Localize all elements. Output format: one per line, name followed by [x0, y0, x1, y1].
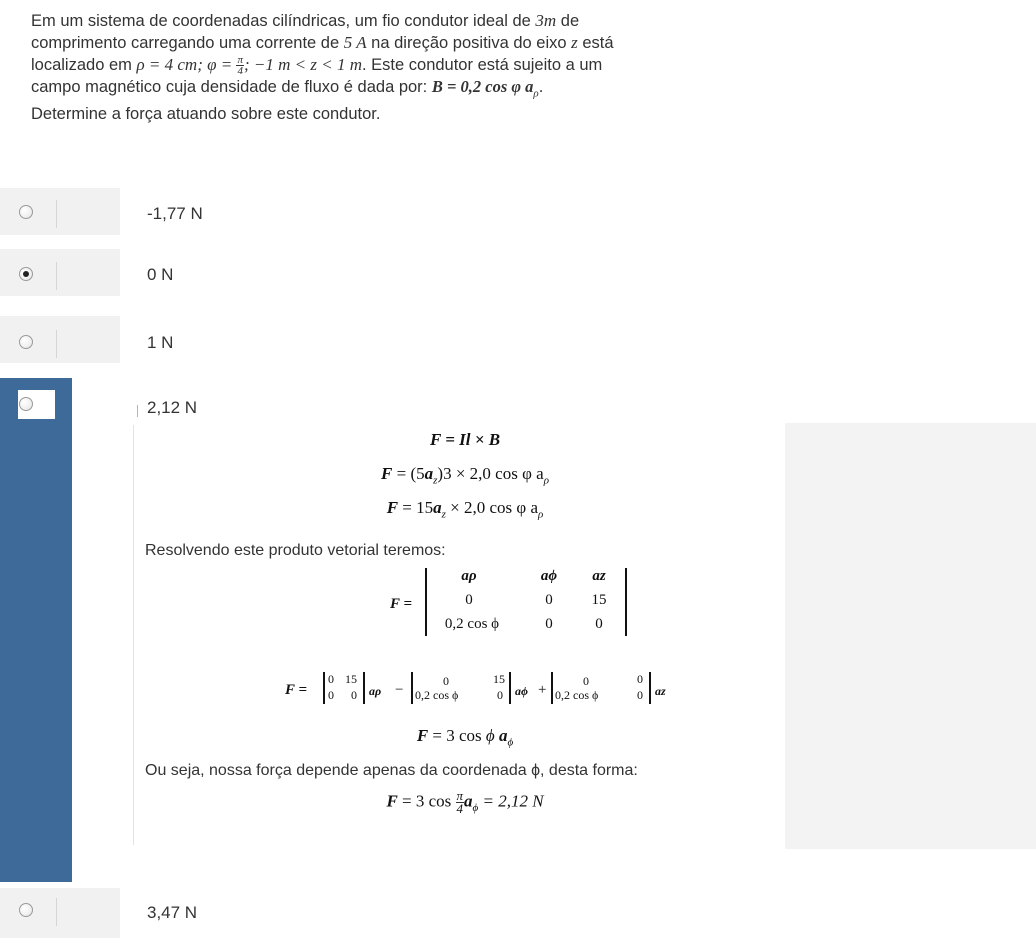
feedback-panel: [785, 423, 1036, 849]
equation-final: F = 3 cos $\frac{\pi}{4}$ $a_\phi = 2,12$ N: [386, 788, 544, 816]
option-3-radio[interactable]: [19, 335, 33, 349]
option-4-radio[interactable]: [19, 397, 33, 411]
option-1-radio-wrap[interactable]: [19, 200, 57, 228]
option-2-label[interactable]: 0 N: [147, 265, 174, 284]
equation-substitution: $F = (5a_z)3 \times 2,0$ cos φ $a_\rho$: [381, 464, 549, 487]
question-text: Em um sistema de coordenadas cilíndricas, um fio condutor ideal de 3m de comprimento carregando uma corrente de 5 A na direção positiva do eixo z está localizado em ρ = 4 cm; φ = $\frac{\pi}{4}$ ; −1 m < z < 1 m. Este condutor está sujeito a um campo magnético cuja densidade de fluxo é dada por: B = 0,2 cos φ $a_\rho$. Determine a força atuando sobre este condutor.: [31, 11, 614, 124]
option-4-label[interactable]: 2,12 N: [147, 398, 198, 417]
option-2-radio[interactable]: [19, 267, 33, 281]
option-5-radio-wrap[interactable]: [19, 898, 57, 926]
option-5-label[interactable]: 3,47 N: [147, 903, 198, 922]
option-5-radio[interactable]: [19, 903, 33, 917]
solution-divider: [133, 425, 134, 845]
option-bg: [0, 316, 120, 363]
selected-option-highlight: [0, 378, 72, 882]
cursor-tick: [137, 405, 138, 417]
option-1-label[interactable]: -1,77 N: [147, 204, 203, 223]
option-4-radio-wrap[interactable]: [19, 392, 56, 420]
cofactor-expansion: F = 0 15 0 0 aρ − 0 15 0,2 cos ϕ 0 aϕ + 0 0 0,2 cos ϕ 0 az: [285, 672, 666, 702]
solution-text-1: Resolvendo este produto vetorial teremos:: [145, 542, 446, 559]
option-2-radio-wrap[interactable]: [19, 262, 57, 290]
solution-text-2: Ou seja, nossa força depende apenas da coordenada ϕ, desta forma:: [145, 762, 638, 779]
option-bg: [0, 888, 120, 938]
equation-result: F = 3 cos ϕ $a_\phi$: [416, 726, 514, 749]
equation-product: $F = 15a_z \times 2,0$ cos φ $a_\rho$: [386, 498, 544, 521]
option-bg: [0, 249, 120, 296]
equation-force-law: F = Il × B: [429, 430, 501, 449]
option-1-radio[interactable]: [19, 205, 33, 219]
option-3-radio-wrap[interactable]: [19, 330, 57, 358]
determinant: F = aρ aϕ az 0 0 15 0,2 cos ϕ 0 0: [381, 568, 641, 638]
option-bg: [0, 188, 120, 235]
option-3-label[interactable]: 1 N: [147, 333, 174, 352]
